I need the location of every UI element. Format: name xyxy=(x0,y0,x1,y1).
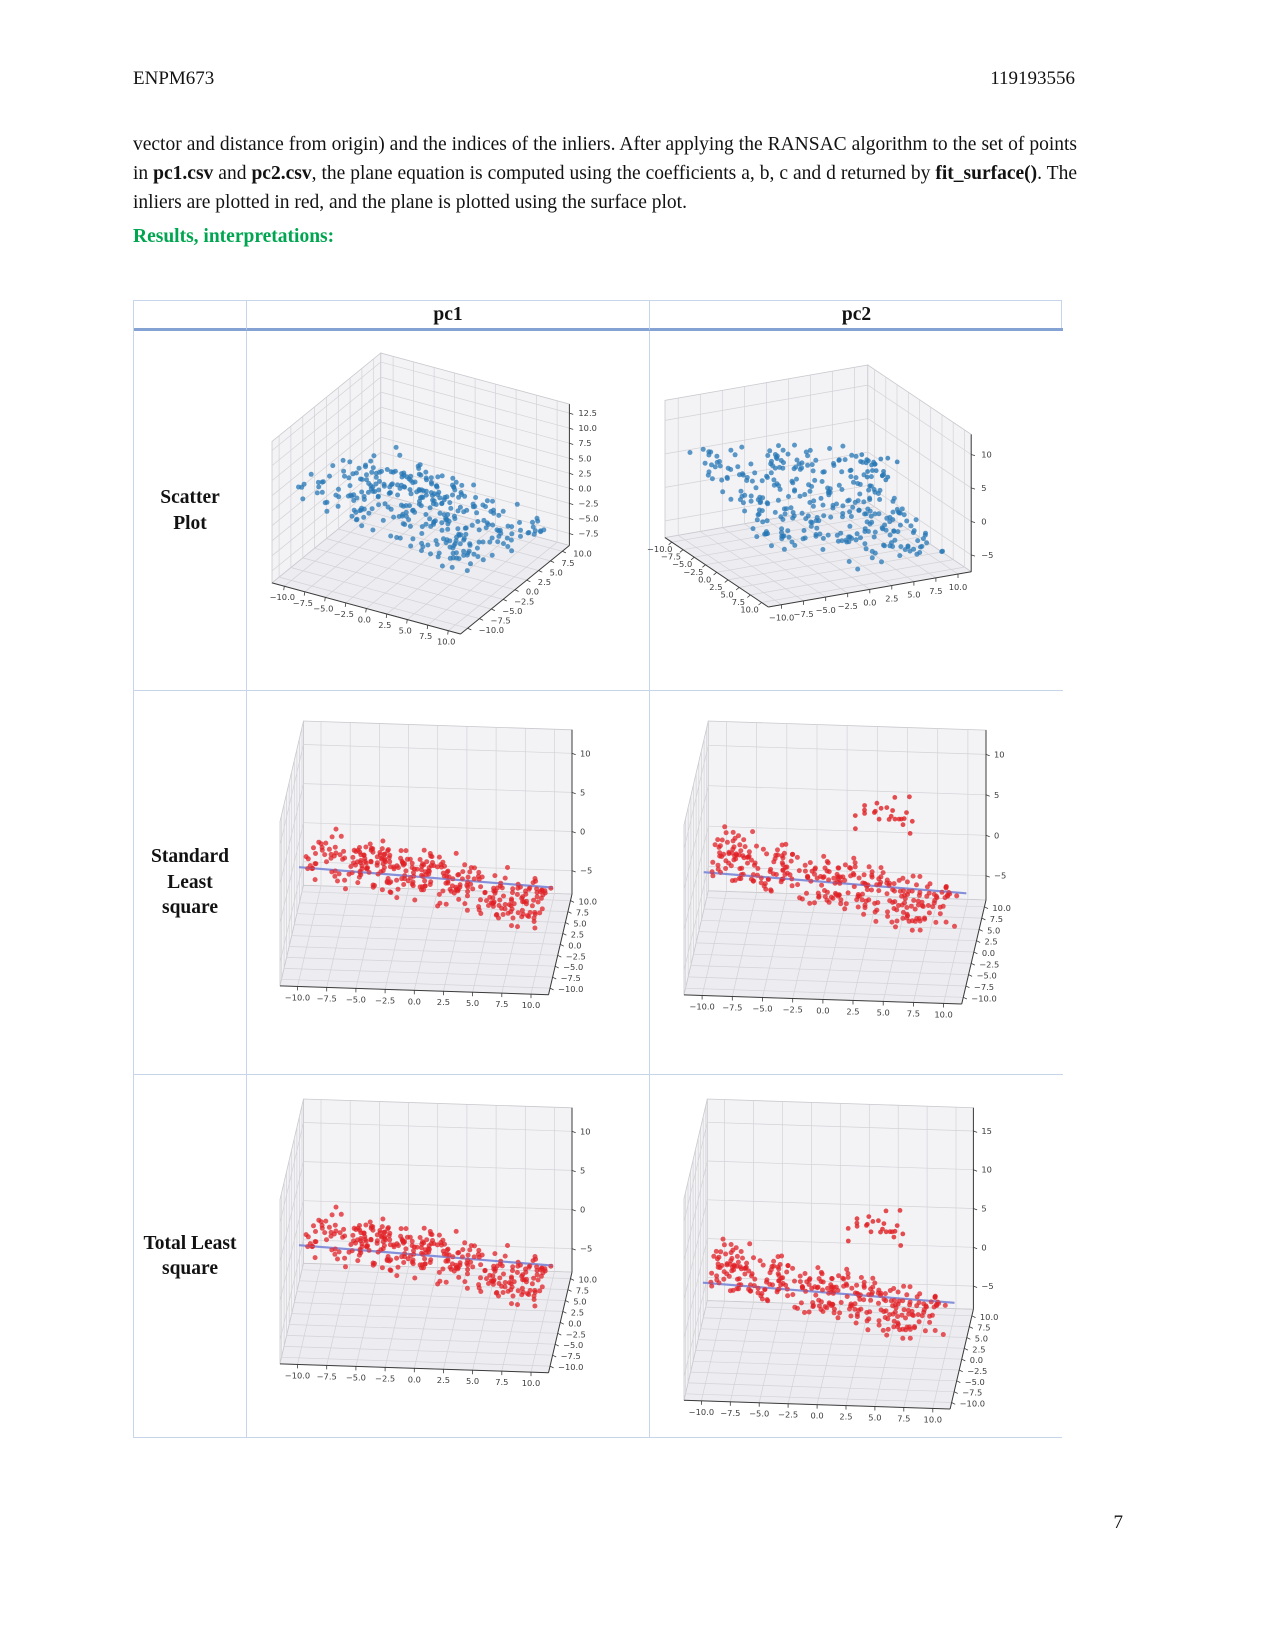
svg-text:0.0: 0.0 xyxy=(568,940,582,951)
svg-text:2.5: 2.5 xyxy=(971,1344,986,1355)
plot-scatter-pc2 xyxy=(646,331,1063,691)
svg-text:5: 5 xyxy=(993,789,999,800)
svg-text:10: 10 xyxy=(980,449,992,460)
svg-text:7.5: 7.5 xyxy=(896,1413,910,1424)
svg-text:−5.0: −5.0 xyxy=(815,605,836,615)
svg-text:−5: −5 xyxy=(980,549,993,560)
svg-text:10.0: 10.0 xyxy=(739,604,759,615)
svg-text:10: 10 xyxy=(980,1164,992,1175)
svg-text:−5.0: −5.0 xyxy=(345,1372,366,1383)
svg-text:7.5: 7.5 xyxy=(578,438,592,449)
plot-sls-pc2 xyxy=(650,691,1063,1075)
svg-text:0.0: 0.0 xyxy=(407,1374,421,1385)
svg-text:5.0: 5.0 xyxy=(986,925,1000,936)
svg-text:−5.0: −5.0 xyxy=(345,994,366,1005)
page-number: 7 xyxy=(1113,1512,1123,1533)
svg-text:10.0: 10.0 xyxy=(948,582,967,592)
svg-text:12.5: 12.5 xyxy=(578,408,597,419)
svg-text:2.5: 2.5 xyxy=(436,997,451,1008)
svg-text:7.5: 7.5 xyxy=(906,1008,920,1019)
svg-text:−5.0: −5.0 xyxy=(671,559,692,570)
svg-text:7.5: 7.5 xyxy=(731,596,745,607)
svg-text:−5: −5 xyxy=(580,1243,593,1254)
svg-text:−5.0: −5.0 xyxy=(748,1408,769,1419)
plot-scatter-pc1 xyxy=(247,331,650,691)
svg-text:5.0: 5.0 xyxy=(465,1376,480,1387)
svg-text:10: 10 xyxy=(993,749,1005,760)
tls-pc1-svg xyxy=(272,1091,624,1443)
svg-text:−10.0: −10.0 xyxy=(558,984,584,995)
svg-text:−2.5: −2.5 xyxy=(565,951,586,962)
svg-text:7.5: 7.5 xyxy=(928,585,943,596)
table-header-pc1: pc1 xyxy=(247,301,650,331)
svg-text:5.0: 5.0 xyxy=(867,1412,882,1423)
svg-text:7.5: 7.5 xyxy=(419,631,433,642)
svg-text:0.0: 0.0 xyxy=(578,483,592,494)
svg-text:2.5: 2.5 xyxy=(537,577,552,588)
svg-text:7.5: 7.5 xyxy=(575,1285,590,1296)
svg-text:−2.5: −2.5 xyxy=(333,608,354,619)
svg-text:−5.0: −5.0 xyxy=(502,606,523,616)
intro-paragraph: vector and distance from origin) and the indices of the inliers. After applying the RANSAC algorithm to the set of points in pc1.csv and pc2.csv, the plane equation is computed using the coefficients a, b, c and d returned by fit_surface(). The inliers are plotted in red, and the plane is plotted using the surface plot. xyxy=(133,134,1077,213)
student-id: 119193556 xyxy=(990,68,1075,89)
svg-text:−7.5: −7.5 xyxy=(560,1351,581,1362)
svg-text:10: 10 xyxy=(580,1126,591,1137)
svg-text:−10.0: −10.0 xyxy=(688,1001,715,1012)
svg-text:−10.0: −10.0 xyxy=(558,1362,584,1373)
svg-text:0: 0 xyxy=(980,516,986,527)
svg-text:−7.5: −7.5 xyxy=(721,1002,742,1013)
svg-text:2.5: 2.5 xyxy=(838,1411,853,1422)
results-heading: Results, interpretations: xyxy=(133,226,335,247)
svg-text:0.0: 0.0 xyxy=(981,948,995,958)
document-header xyxy=(133,68,1075,90)
svg-text:−2.5: −2.5 xyxy=(837,601,858,612)
svg-text:0.0: 0.0 xyxy=(407,996,421,1007)
table-header-pc2: pc2 xyxy=(650,301,1063,331)
row-label-standard-least-square: Standard Least square xyxy=(134,691,247,1075)
svg-text:0.0: 0.0 xyxy=(969,1355,983,1366)
svg-text:−5.0: −5.0 xyxy=(751,1003,773,1014)
svg-text:−2.5: −2.5 xyxy=(375,1373,396,1384)
svg-text:−7.5: −7.5 xyxy=(578,528,599,539)
svg-text:−5.0: −5.0 xyxy=(578,513,599,524)
svg-text:5.0: 5.0 xyxy=(578,453,592,464)
svg-text:5.0: 5.0 xyxy=(549,567,563,578)
svg-text:0.0: 0.0 xyxy=(357,614,371,625)
sls-pc2-svg xyxy=(676,713,1038,1065)
svg-text:0: 0 xyxy=(993,830,999,841)
svg-text:10: 10 xyxy=(580,748,591,759)
svg-text:5.0: 5.0 xyxy=(876,1007,890,1018)
svg-text:2.5: 2.5 xyxy=(845,1006,860,1017)
svg-text:−2.5: −2.5 xyxy=(578,498,599,509)
svg-text:10.0: 10.0 xyxy=(578,1274,597,1285)
svg-text:2.5: 2.5 xyxy=(570,929,585,940)
svg-text:−7.5: −7.5 xyxy=(560,973,581,984)
svg-text:−2.5: −2.5 xyxy=(375,995,396,1006)
svg-text:−5: −5 xyxy=(580,865,593,876)
svg-text:−10.0: −10.0 xyxy=(284,992,311,1003)
svg-text:−7.5: −7.5 xyxy=(793,608,814,619)
svg-text:−5: −5 xyxy=(980,1281,994,1292)
svg-text:10.0: 10.0 xyxy=(521,1000,541,1011)
svg-text:−7.5: −7.5 xyxy=(961,1387,982,1398)
svg-text:−10.0: −10.0 xyxy=(478,625,505,636)
svg-text:−2.5: −2.5 xyxy=(514,596,535,607)
svg-text:−7.5: −7.5 xyxy=(973,982,994,992)
svg-text:0.0: 0.0 xyxy=(525,586,540,597)
svg-text:2.5: 2.5 xyxy=(578,468,592,479)
svg-text:2.5: 2.5 xyxy=(378,620,392,630)
svg-text:5.0: 5.0 xyxy=(974,1333,988,1344)
svg-text:−7.5: −7.5 xyxy=(316,1371,337,1382)
svg-text:−10.0: −10.0 xyxy=(970,993,997,1004)
svg-text:10.0: 10.0 xyxy=(923,1414,942,1425)
svg-text:10.0: 10.0 xyxy=(578,896,597,907)
svg-text:−7.5: −7.5 xyxy=(292,597,313,608)
svg-text:−10.0: −10.0 xyxy=(959,1398,985,1409)
svg-text:0.0: 0.0 xyxy=(815,1005,830,1016)
svg-text:5.0: 5.0 xyxy=(573,918,587,929)
svg-text:0.0: 0.0 xyxy=(697,574,711,585)
svg-text:7.5: 7.5 xyxy=(976,1322,991,1333)
svg-text:2.5: 2.5 xyxy=(436,1375,451,1386)
svg-text:−5.0: −5.0 xyxy=(563,962,584,973)
row-label-total-least-square: Total Least square xyxy=(134,1075,247,1437)
svg-text:−2.5: −2.5 xyxy=(682,566,703,577)
plot-sls-pc1 xyxy=(247,691,650,1075)
scatter-pc1-svg xyxy=(258,343,638,678)
svg-text:0.0: 0.0 xyxy=(862,597,876,608)
svg-text:2.5: 2.5 xyxy=(708,581,723,592)
svg-text:7.5: 7.5 xyxy=(561,557,575,568)
svg-text:15: 15 xyxy=(980,1126,992,1136)
table-header-empty xyxy=(134,301,247,331)
svg-text:5.0: 5.0 xyxy=(573,1296,587,1307)
results-table xyxy=(133,300,1062,1438)
plot-tls-pc2 xyxy=(650,1075,1063,1437)
svg-text:5: 5 xyxy=(580,787,586,798)
svg-text:−10.0: −10.0 xyxy=(269,592,296,603)
svg-text:−2.5: −2.5 xyxy=(565,1329,586,1340)
svg-text:−2.5: −2.5 xyxy=(978,959,999,970)
svg-text:0: 0 xyxy=(580,826,586,837)
plot-tls-pc1 xyxy=(247,1075,650,1437)
course-code: ENPM673 xyxy=(133,68,215,89)
svg-text:0: 0 xyxy=(980,1242,987,1253)
svg-text:0: 0 xyxy=(580,1204,586,1215)
svg-text:7.5: 7.5 xyxy=(989,914,1003,925)
svg-text:10.0: 10.0 xyxy=(573,548,592,559)
scatter-pc2-svg xyxy=(646,357,1061,657)
svg-text:−10.0: −10.0 xyxy=(688,1406,714,1417)
svg-text:5: 5 xyxy=(980,1203,987,1214)
svg-text:5: 5 xyxy=(980,482,986,493)
svg-text:10.0: 10.0 xyxy=(436,636,456,647)
svg-text:5.0: 5.0 xyxy=(465,998,480,1009)
svg-text:−5.0: −5.0 xyxy=(313,603,334,614)
svg-text:−7.5: −7.5 xyxy=(719,1407,740,1418)
svg-text:−5.0: −5.0 xyxy=(964,1376,985,1387)
svg-text:5.0: 5.0 xyxy=(398,625,412,636)
svg-text:10.0: 10.0 xyxy=(991,902,1011,913)
sls-pc1-svg xyxy=(272,713,624,1065)
svg-text:−5.0: −5.0 xyxy=(976,970,997,981)
svg-text:7.5: 7.5 xyxy=(495,1377,509,1388)
svg-text:10.0: 10.0 xyxy=(521,1378,541,1389)
row-label-scatter-plot: Scatter Plot xyxy=(134,331,247,691)
svg-text:−10.0: −10.0 xyxy=(284,1370,311,1381)
svg-text:−7.5: −7.5 xyxy=(316,993,337,1004)
svg-text:2.5: 2.5 xyxy=(984,936,998,947)
svg-text:−5: −5 xyxy=(993,870,1006,881)
svg-text:−7.5: −7.5 xyxy=(490,615,511,626)
svg-text:2.5: 2.5 xyxy=(570,1307,585,1318)
svg-text:5.0: 5.0 xyxy=(719,589,734,600)
svg-text:5.0: 5.0 xyxy=(906,589,921,600)
svg-text:−2.5: −2.5 xyxy=(782,1004,803,1015)
svg-text:−10.0: −10.0 xyxy=(768,612,794,623)
svg-text:−2.5: −2.5 xyxy=(777,1409,798,1420)
tls-pc2-svg xyxy=(676,1091,1038,1443)
svg-text:−5.0: −5.0 xyxy=(563,1340,584,1351)
svg-text:10.0: 10.0 xyxy=(979,1311,998,1322)
svg-text:10.0: 10.0 xyxy=(578,423,597,434)
svg-text:−10.0: −10.0 xyxy=(646,544,672,555)
svg-text:7.5: 7.5 xyxy=(575,907,590,918)
svg-text:0.0: 0.0 xyxy=(809,1410,824,1421)
svg-text:−7.5: −7.5 xyxy=(660,551,681,562)
svg-text:2.5: 2.5 xyxy=(884,593,898,604)
svg-text:−2.5: −2.5 xyxy=(966,1366,987,1376)
svg-text:10.0: 10.0 xyxy=(933,1009,953,1020)
svg-text:0.0: 0.0 xyxy=(568,1318,582,1329)
svg-text:5: 5 xyxy=(580,1165,586,1176)
svg-text:7.5: 7.5 xyxy=(495,999,509,1010)
